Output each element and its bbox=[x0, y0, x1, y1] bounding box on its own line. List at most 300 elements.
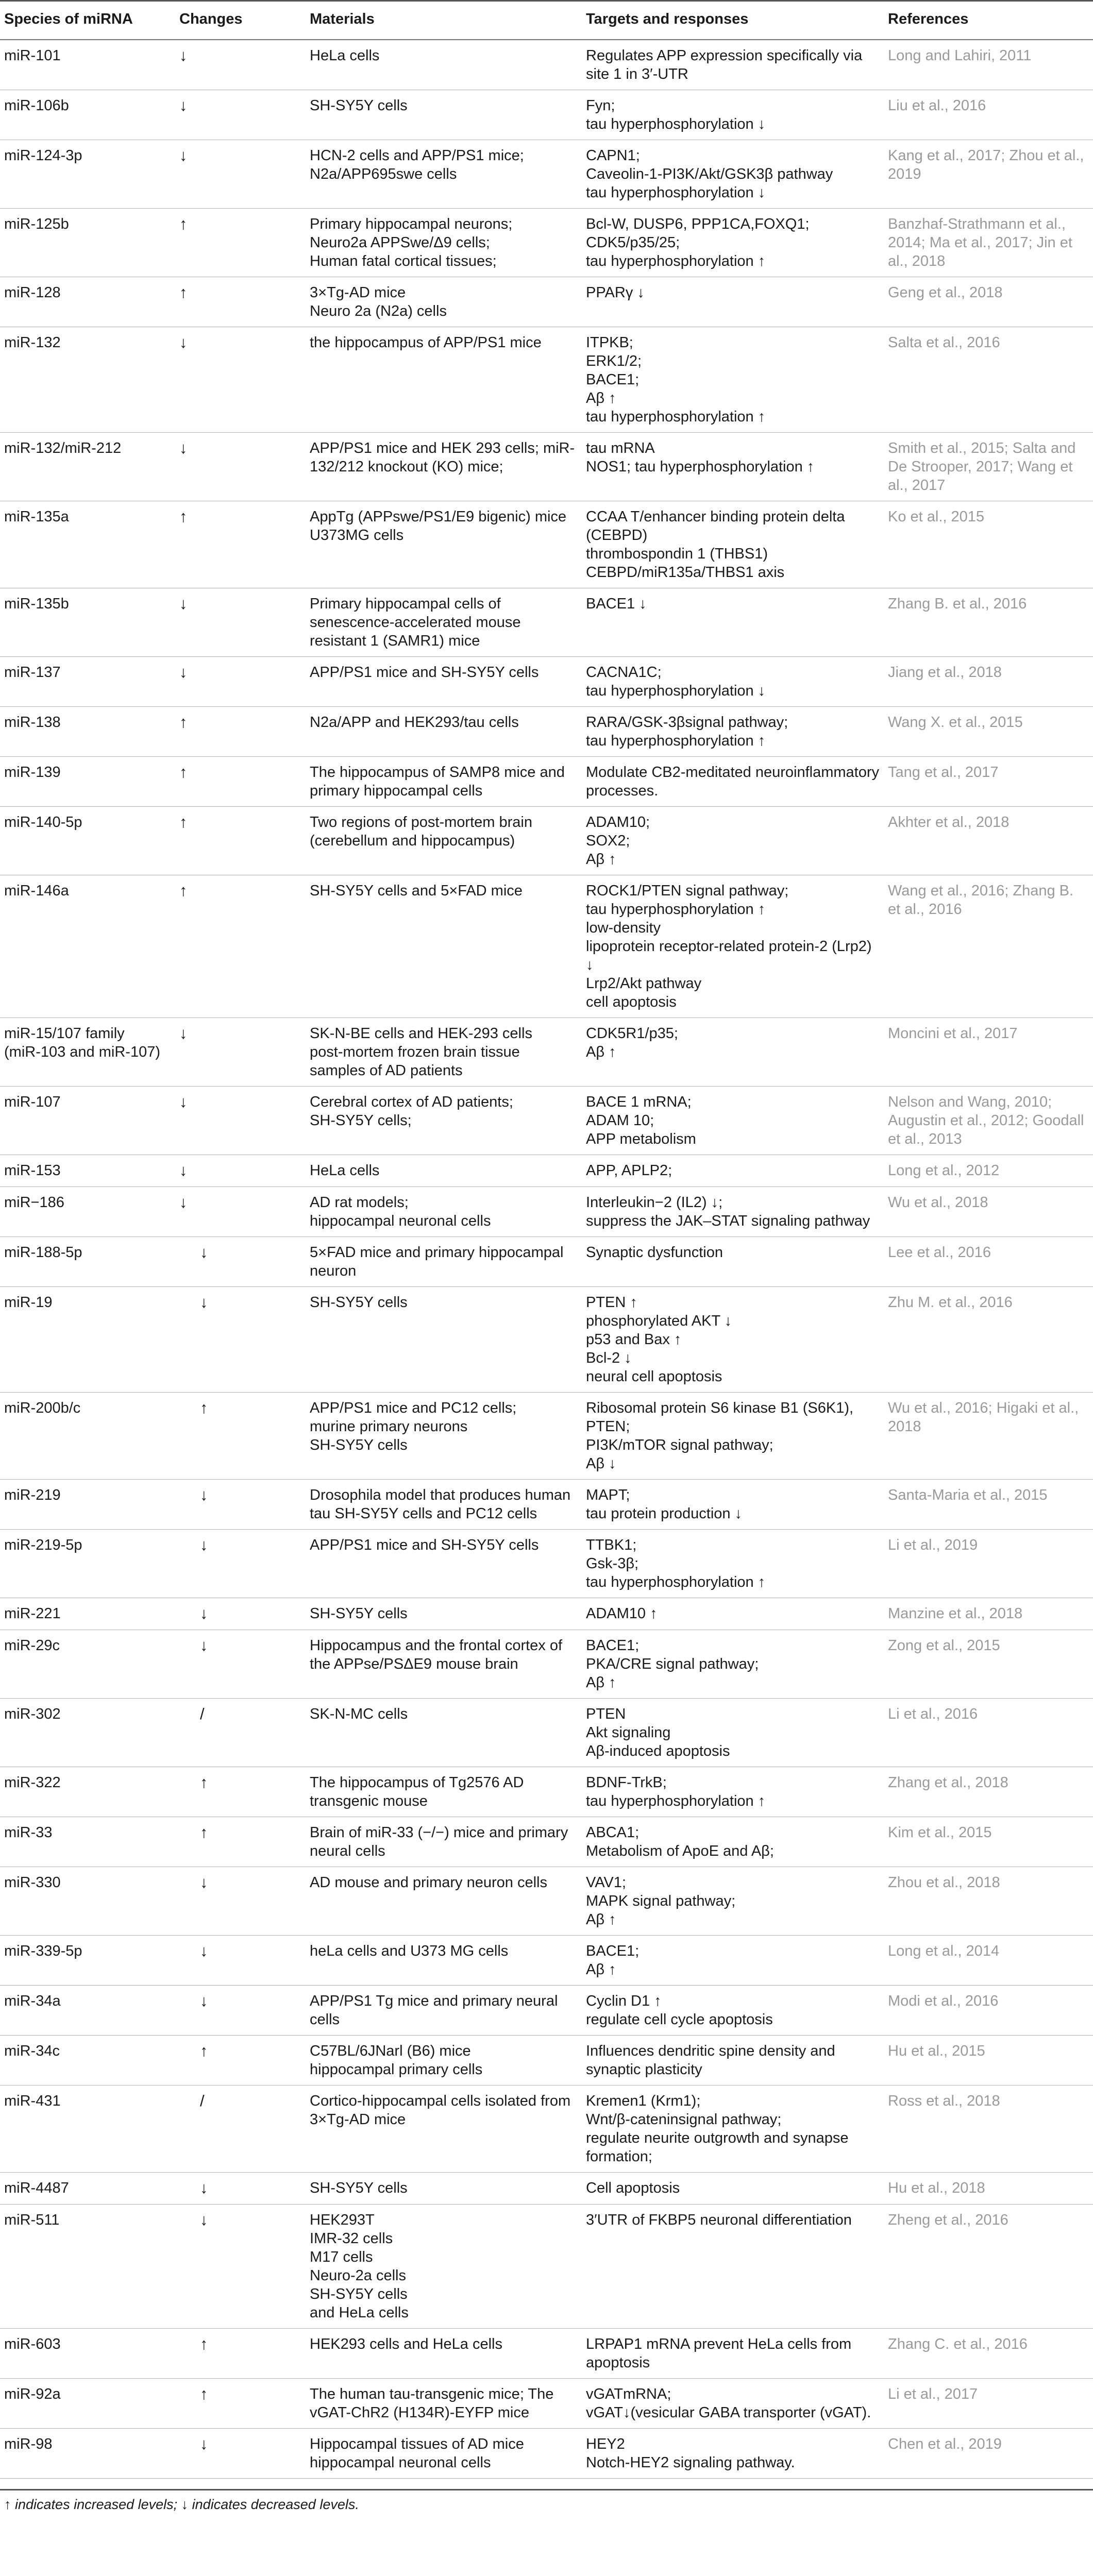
materials-cell bbox=[310, 1018, 586, 1087]
table-row bbox=[0, 1986, 1093, 2036]
targets-cell bbox=[586, 1867, 888, 1936]
species-line: miR-132/miR-212 bbox=[4, 440, 122, 456]
materials-line: The human tau-transgenic mice; The vGAT-ChR2 (H134R)-EYFP mice bbox=[310, 2386, 554, 2421]
change-indicator: ↓ bbox=[179, 439, 188, 457]
references-line: Chen et al., 2019 bbox=[888, 2436, 1002, 2452]
references-cell bbox=[888, 1393, 1093, 1480]
materials-cell bbox=[310, 1187, 586, 1237]
species-cell bbox=[0, 1817, 179, 1867]
change-indicator: ↓ bbox=[179, 46, 188, 64]
change-indicator: ↑ bbox=[200, 1773, 208, 1791]
targets-cell bbox=[586, 1237, 888, 1287]
targets-line: Fyn; bbox=[586, 97, 615, 114]
change-cell bbox=[179, 501, 310, 588]
materials-line: SH-SY5Y cells bbox=[310, 1437, 408, 1453]
references-line: Li et al., 2017 bbox=[888, 2386, 978, 2402]
table-row bbox=[0, 2329, 1093, 2379]
materials-line: APP/PS1 Tg mice and primary neural cells bbox=[310, 1993, 558, 2028]
targets-line: Aβ ↑ bbox=[586, 1911, 616, 1928]
targets-line: ERK1/2; bbox=[586, 353, 642, 369]
species-line: miR-138 bbox=[4, 714, 61, 731]
targets-line: Synaptic dysfunction bbox=[586, 1244, 723, 1261]
change-cell bbox=[179, 2173, 310, 2205]
references-line: Zhou et al., 2018 bbox=[888, 1874, 1000, 1891]
references-cell bbox=[888, 807, 1093, 875]
targets-line: CDK5R1/p35; bbox=[586, 1025, 678, 1042]
table-row bbox=[0, 1237, 1093, 1287]
species-line: miR-107 bbox=[4, 1094, 61, 1110]
references-line: Santa-Maria et al., 2015 bbox=[888, 1487, 1048, 1503]
species-line: miR-101 bbox=[4, 47, 61, 64]
materials-cell bbox=[310, 2036, 586, 2086]
materials-line: N2a/APP695swe cells bbox=[310, 166, 457, 182]
targets-line: tau hyperphosphorylation ↑ bbox=[586, 409, 766, 425]
species-line: miR-33 bbox=[4, 1824, 53, 1841]
species-cell bbox=[0, 757, 179, 807]
change-indicator: ↑ bbox=[200, 2385, 208, 2403]
species-cell bbox=[0, 1630, 179, 1699]
materials-line: C57BL/6JNarl (B6) mice bbox=[310, 2043, 471, 2059]
species-cell bbox=[0, 2173, 179, 2205]
targets-line: tau hyperphosphorylation ↑ bbox=[586, 253, 766, 269]
materials-line: murine primary neurons bbox=[310, 1418, 468, 1435]
references-line: Ross et al., 2018 bbox=[888, 2093, 1000, 2109]
references-line: Zhang et al., 2018 bbox=[888, 1774, 1008, 1791]
targets-line: Caveolin-1-PI3K/Akt/GSK3β pathway bbox=[586, 166, 833, 182]
references-line: Long and Lahiri, 2011 bbox=[888, 47, 1032, 64]
materials-line: SH-SY5Y cells; bbox=[310, 1112, 412, 1129]
references-cell bbox=[888, 90, 1093, 140]
targets-line: Akt signaling bbox=[586, 1724, 671, 1741]
table-row bbox=[0, 588, 1093, 657]
targets-line: PTEN ↑ bbox=[586, 1294, 637, 1311]
change-cell bbox=[179, 433, 310, 501]
targets-line: Aβ ↑ bbox=[586, 390, 616, 406]
change-indicator: ↑ bbox=[179, 283, 188, 301]
change-indicator: ↓ bbox=[200, 1942, 208, 1960]
targets-line: Bcl-W, DUSP6, PPP1CA,FOXQ1; CDK5/p35/25; bbox=[586, 216, 810, 251]
targets-line: Aβ ↑ bbox=[586, 1044, 616, 1060]
materials-cell bbox=[310, 140, 586, 209]
change-indicator: ↓ bbox=[200, 1636, 208, 1654]
targets-line: SOX2; bbox=[586, 833, 630, 849]
targets-line: APP, APLP2; bbox=[586, 1162, 672, 1179]
table-row bbox=[0, 1480, 1093, 1530]
references-cell bbox=[888, 1187, 1093, 1237]
materials-cell bbox=[310, 1767, 586, 1817]
species-cell bbox=[0, 140, 179, 209]
change-indicator: ↓ bbox=[200, 1243, 208, 1261]
targets-line: tau hyperphosphorylation ↑ bbox=[586, 1793, 766, 1809]
targets-line: tau hyperphosphorylation ↓ bbox=[586, 116, 766, 132]
change-cell bbox=[179, 327, 310, 433]
change-indicator: / bbox=[200, 2092, 205, 2110]
species-line: miR-15/107 family bbox=[4, 1025, 125, 1042]
targets-line: ADAM10; bbox=[586, 814, 650, 831]
materials-line: APP/PS1 mice and PC12 cells; bbox=[310, 1400, 517, 1416]
materials-cell bbox=[310, 1530, 586, 1598]
targets-line: ITPKB; bbox=[586, 334, 633, 351]
species-cell bbox=[0, 1393, 179, 1480]
species-cell bbox=[0, 1237, 179, 1287]
change-indicator: ↓ bbox=[200, 1873, 208, 1891]
targets-line: thrombospondin 1 (THBS1) bbox=[586, 546, 768, 562]
table-row bbox=[0, 1598, 1093, 1630]
change-cell bbox=[179, 90, 310, 140]
references-cell bbox=[888, 1155, 1093, 1187]
materials-line: Primary hippocampal cells of senescence-accelerated mouse resistant 1 (SAMR1) mice bbox=[310, 596, 521, 649]
change-cell bbox=[179, 1598, 310, 1630]
targets-line: regulate neurite outgrowth and synapse formation; bbox=[586, 2130, 849, 2165]
materials-line: HEK293T bbox=[310, 2212, 375, 2228]
species-line: miR-339-5p bbox=[4, 1943, 82, 1959]
targets-line: BACE 1 mRNA; bbox=[586, 1094, 692, 1110]
change-indicator: ↓ bbox=[200, 2435, 208, 2453]
targets-line: CACNA1C; bbox=[586, 664, 662, 681]
references-cell bbox=[888, 501, 1093, 588]
targets-cell bbox=[586, 90, 888, 140]
change-indicator: ↓ bbox=[200, 1486, 208, 1504]
targets-line: ADAM10 ↑ bbox=[586, 1605, 658, 1622]
species-line: miR-132 bbox=[4, 334, 61, 351]
table-row bbox=[0, 327, 1093, 433]
species-line: miR-29c bbox=[4, 1637, 60, 1654]
species-line: miR-219 bbox=[4, 1487, 61, 1503]
change-indicator: ↓ bbox=[179, 96, 188, 114]
references-cell bbox=[888, 1817, 1093, 1867]
materials-line: Hippocampal tissues of AD mice bbox=[310, 2436, 524, 2452]
materials-line: hippocampal neuronal cells bbox=[310, 2454, 491, 2471]
targets-line: ADAM 10; bbox=[586, 1112, 654, 1129]
change-indicator: ↑ bbox=[179, 813, 188, 831]
targets-line: PI3K/mTOR signal pathway; bbox=[586, 1437, 773, 1453]
materials-line: heLa cells and U373 MG cells bbox=[310, 1943, 509, 1959]
change-cell bbox=[179, 277, 310, 327]
references-line: Lee et al., 2016 bbox=[888, 1244, 991, 1261]
targets-cell bbox=[586, 1287, 888, 1393]
change-cell bbox=[179, 807, 310, 875]
references-line: Hu et al., 2018 bbox=[888, 2180, 985, 2196]
table-row bbox=[0, 1699, 1093, 1767]
header-targets: Targets and responses bbox=[586, 11, 749, 27]
materials-line: post-mortem frozen brain tissue samples of AD patients bbox=[310, 1044, 520, 1079]
species-line: (miR-103 and miR-107) bbox=[4, 1044, 160, 1060]
references-cell bbox=[888, 875, 1093, 1018]
table-row bbox=[0, 875, 1093, 1018]
targets-line: Notch-HEY2 signaling pathway. bbox=[586, 2454, 795, 2471]
references-line: Zhang B. et al., 2016 bbox=[888, 596, 1027, 612]
targets-line: RARA/GSK-3βsignal pathway; bbox=[586, 714, 788, 731]
species-cell bbox=[0, 1480, 179, 1530]
change-cell bbox=[179, 2379, 310, 2429]
targets-line: PTEN bbox=[586, 1706, 626, 1722]
materials-line: Human fatal cortical tissues; bbox=[310, 253, 497, 269]
change-cell bbox=[179, 1767, 310, 1817]
change-cell bbox=[179, 1817, 310, 1867]
materials-line: N2a/APP and HEK293/tau cells bbox=[310, 714, 519, 731]
species-cell bbox=[0, 657, 179, 707]
targets-line: tau hyperphosphorylation ↑ bbox=[586, 901, 766, 918]
materials-line: Neuro 2a (N2a) cells bbox=[310, 303, 447, 319]
references-line: Long et al., 2014 bbox=[888, 1943, 1000, 1959]
materials-line: hippocampal primary cells bbox=[310, 2061, 483, 2078]
change-indicator: ↓ bbox=[179, 333, 188, 351]
table-row bbox=[0, 277, 1093, 327]
species-line: miR-200b/c bbox=[4, 1400, 81, 1416]
change-cell bbox=[179, 588, 310, 657]
species-line: miR-19 bbox=[4, 1294, 53, 1311]
references-line: Modi et al., 2016 bbox=[888, 1993, 999, 2009]
table-row bbox=[0, 1187, 1093, 1237]
change-cell bbox=[179, 707, 310, 757]
table-row bbox=[0, 433, 1093, 501]
materials-line: Neuro2a APPSwe/Δ9 cells; bbox=[310, 234, 490, 251]
references-line: Nelson and Wang, 2010; Augustin et al., 2012; Goodall et al., 2013 bbox=[888, 1094, 1084, 1147]
references-cell bbox=[888, 140, 1093, 209]
species-cell bbox=[0, 588, 179, 657]
species-cell bbox=[0, 1018, 179, 1087]
table-row bbox=[0, 2205, 1093, 2329]
targets-cell bbox=[586, 433, 888, 501]
targets-cell bbox=[586, 327, 888, 433]
references-cell bbox=[888, 707, 1093, 757]
targets-line: Aβ ↑ bbox=[586, 1961, 616, 1978]
targets-line: Aβ ↑ bbox=[586, 1674, 616, 1691]
change-indicator: ↑ bbox=[200, 2042, 208, 2060]
targets-line: Gsk-3β; bbox=[586, 1555, 639, 1572]
table-row bbox=[0, 90, 1093, 140]
change-indicator: ↓ bbox=[179, 1161, 188, 1179]
species-cell bbox=[0, 807, 179, 875]
targets-cell bbox=[586, 707, 888, 757]
targets-cell bbox=[586, 1936, 888, 1986]
references-line: Tang et al., 2017 bbox=[888, 764, 999, 781]
change-indicator: ↑ bbox=[200, 1823, 208, 1841]
materials-line: SK-N-MC cells bbox=[310, 1706, 408, 1722]
targets-cell bbox=[586, 1699, 888, 1767]
materials-cell bbox=[310, 2329, 586, 2379]
references-line: Zhang C. et al., 2016 bbox=[888, 2336, 1028, 2352]
targets-line: cell apoptosis bbox=[586, 994, 677, 1010]
targets-cell bbox=[586, 1986, 888, 2036]
materials-line: hippocampal neuronal cells bbox=[310, 1213, 491, 1229]
table-row bbox=[0, 757, 1093, 807]
references-cell bbox=[888, 588, 1093, 657]
references-cell bbox=[888, 1480, 1093, 1530]
species-line: miR-125b bbox=[4, 216, 69, 232]
references-cell bbox=[888, 277, 1093, 327]
references-line: Hu et al., 2015 bbox=[888, 2043, 985, 2059]
targets-cell bbox=[586, 657, 888, 707]
change-cell bbox=[179, 1393, 310, 1480]
table-row bbox=[0, 1630, 1093, 1699]
materials-line: the hippocampus of APP/PS1 mice bbox=[310, 334, 542, 351]
change-indicator: ↓ bbox=[179, 1024, 188, 1042]
materials-line: M17 cells bbox=[310, 2249, 373, 2265]
materials-cell bbox=[310, 433, 586, 501]
targets-line: APP metabolism bbox=[586, 1131, 696, 1147]
targets-line: BACE1; bbox=[586, 371, 640, 388]
references-line: Zheng et al., 2016 bbox=[888, 2212, 1008, 2228]
change-indicator: ↓ bbox=[200, 1536, 208, 1554]
table-footnote: ↑ indicates increased levels; ↓ indicates decreased levels. bbox=[0, 2489, 1093, 2519]
references-line: Akhter et al., 2018 bbox=[888, 814, 1010, 831]
materials-line: AppTg (APPswe/PS1/E9 bigenic) mice bbox=[310, 509, 567, 525]
targets-line: Ribosomal protein S6 kinase B1 (S6K1), PTEN; bbox=[586, 1400, 854, 1435]
materials-line: U373MG cells bbox=[310, 527, 404, 544]
change-indicator: ↓ bbox=[179, 1193, 188, 1211]
references-cell bbox=[888, 40, 1093, 90]
materials-cell bbox=[310, 1087, 586, 1155]
change-indicator: ↑ bbox=[179, 215, 188, 233]
species-cell bbox=[0, 277, 179, 327]
species-line: miR-128 bbox=[4, 284, 61, 301]
references-line: Wang et al., 2016; Zhang B. et al., 2016 bbox=[888, 883, 1074, 918]
materials-line: The hippocampus of SAMP8 mice and primary hippocampal cells bbox=[310, 764, 565, 799]
species-cell bbox=[0, 2379, 179, 2429]
species-cell bbox=[0, 1699, 179, 1767]
change-cell bbox=[179, 2329, 310, 2379]
materials-cell bbox=[310, 807, 586, 875]
references-line: Banzhaf-Strathmann et al., 2014; Ma et al., 2017; Jin et al., 2018 bbox=[888, 216, 1072, 269]
targets-cell bbox=[586, 1087, 888, 1155]
materials-line: SH-SY5Y cells and 5×FAD mice bbox=[310, 883, 523, 899]
references-line: Kang et al., 2017; Zhou et al., 2019 bbox=[888, 147, 1084, 182]
materials-line: SH-SY5Y cells bbox=[310, 1605, 408, 1622]
references-line: Moncini et al., 2017 bbox=[888, 1025, 1018, 1042]
targets-cell bbox=[586, 588, 888, 657]
species-cell bbox=[0, 1936, 179, 1986]
references-cell bbox=[888, 2086, 1093, 2173]
species-line: miR-221 bbox=[4, 1605, 61, 1622]
references-cell bbox=[888, 1237, 1093, 1287]
references-line: Li et al., 2016 bbox=[888, 1706, 978, 1722]
targets-cell bbox=[586, 1767, 888, 1817]
species-line: miR-34c bbox=[4, 2043, 60, 2059]
species-cell bbox=[0, 327, 179, 433]
targets-line: CEBPD/miR135a/THBS1 axis bbox=[586, 564, 785, 581]
species-cell bbox=[0, 707, 179, 757]
species-line: miR-140-5p bbox=[4, 814, 82, 831]
table-row bbox=[0, 501, 1093, 588]
change-indicator: ↓ bbox=[179, 595, 188, 613]
targets-cell bbox=[586, 1817, 888, 1867]
materials-line: SH-SY5Y cells bbox=[310, 1294, 408, 1311]
targets-line: Modulate CB2-meditated neuroinflammatory processes. bbox=[586, 764, 879, 799]
targets-cell bbox=[586, 2205, 888, 2329]
species-line: miR-219-5p bbox=[4, 1537, 82, 1553]
targets-line: low-density bbox=[586, 920, 661, 936]
references-line: Zong et al., 2015 bbox=[888, 1637, 1000, 1654]
targets-line: NOS1; tau hyperphosphorylation ↑ bbox=[586, 459, 815, 475]
targets-line: Bcl-2 ↓ bbox=[586, 1350, 632, 1366]
materials-cell bbox=[310, 501, 586, 588]
targets-line: vGAT↓(vesicular GABA transporter (vGAT). bbox=[586, 2404, 871, 2421]
materials-line: HEK293 cells and HeLa cells bbox=[310, 2336, 502, 2352]
targets-line: BACE1; bbox=[586, 1943, 640, 1959]
change-cell bbox=[179, 1087, 310, 1155]
targets-line: LRPAP1 mRNA prevent HeLa cells from apoptosis bbox=[586, 2336, 852, 2371]
targets-cell bbox=[586, 2429, 888, 2479]
materials-line: 3×Tg-AD mice bbox=[310, 284, 406, 301]
references-line: Salta et al., 2016 bbox=[888, 334, 1000, 351]
targets-cell bbox=[586, 1018, 888, 1087]
change-indicator: ↓ bbox=[200, 1604, 208, 1622]
targets-cell bbox=[586, 1598, 888, 1630]
species-line: miR-322 bbox=[4, 1774, 61, 1791]
materials-cell bbox=[310, 588, 586, 657]
references-cell bbox=[888, 1598, 1093, 1630]
targets-line: suppress the JAK–STAT signaling pathway bbox=[586, 1213, 870, 1229]
references-cell bbox=[888, 1699, 1093, 1767]
materials-line: Drosophila model that produces human tau SH-SY5Y cells and PC12 cells bbox=[310, 1487, 571, 1522]
materials-cell bbox=[310, 1986, 586, 2036]
targets-line: tau protein production ↓ bbox=[586, 1505, 743, 1522]
species-line: miR-302 bbox=[4, 1706, 61, 1722]
change-indicator: ↑ bbox=[200, 2335, 208, 2353]
header-species: Species of miRNA bbox=[4, 11, 133, 27]
species-cell bbox=[0, 1767, 179, 1817]
materials-cell bbox=[310, 90, 586, 140]
materials-cell bbox=[310, 1155, 586, 1187]
table-row bbox=[0, 1530, 1093, 1598]
targets-line: 3′UTR of FKBP5 neuronal differentiation bbox=[586, 2212, 852, 2228]
species-line: miR−186 bbox=[4, 1194, 64, 1211]
targets-line: neural cell apoptosis bbox=[586, 1368, 722, 1385]
species-cell bbox=[0, 2329, 179, 2379]
references-line: Wu et al., 2018 bbox=[888, 1194, 988, 1211]
change-cell bbox=[179, 1699, 310, 1767]
materials-line: The hippocampus of Tg2576 AD transgenic mouse bbox=[310, 1774, 524, 1809]
change-cell bbox=[179, 757, 310, 807]
targets-line: MAPK signal pathway; bbox=[586, 1893, 736, 1909]
species-cell bbox=[0, 2086, 179, 2173]
materials-cell bbox=[310, 2379, 586, 2429]
targets-cell bbox=[586, 277, 888, 327]
change-cell bbox=[179, 2086, 310, 2173]
materials-cell bbox=[310, 277, 586, 327]
species-line: miR-188-5p bbox=[4, 1244, 82, 1261]
table-row bbox=[0, 707, 1093, 757]
materials-line: SH-SY5Y cells bbox=[310, 97, 408, 114]
species-line: miR-34a bbox=[4, 1993, 61, 2009]
targets-line: Influences dendritic spine density and synaptic plasticity bbox=[586, 2043, 835, 2078]
materials-line: APP/PS1 mice and HEK 293 cells; miR-132/212 knockout (KO) mice; bbox=[310, 440, 575, 475]
references-cell bbox=[888, 1986, 1093, 2036]
change-cell bbox=[179, 2205, 310, 2329]
references-cell bbox=[888, 327, 1093, 433]
materials-line: Two regions of post-mortem brain (cerebellum and hippocampus) bbox=[310, 814, 532, 849]
change-cell bbox=[179, 875, 310, 1018]
change-cell bbox=[179, 209, 310, 277]
materials-cell bbox=[310, 1237, 586, 1287]
targets-line: tau hyperphosphorylation ↑ bbox=[586, 733, 766, 749]
change-cell bbox=[179, 1155, 310, 1187]
table-row bbox=[0, 2036, 1093, 2086]
targets-cell bbox=[586, 2036, 888, 2086]
table-row bbox=[0, 1936, 1093, 1986]
materials-line: Primary hippocampal neurons; bbox=[310, 216, 513, 232]
species-cell bbox=[0, 875, 179, 1018]
materials-cell bbox=[310, 1936, 586, 1986]
species-cell bbox=[0, 2205, 179, 2329]
materials-line: Neuro-2a cells bbox=[310, 2267, 406, 2284]
table-row bbox=[0, 140, 1093, 209]
targets-cell bbox=[586, 1155, 888, 1187]
change-cell bbox=[179, 1480, 310, 1530]
materials-line: Hippocampus and the frontal cortex of the APPse/PSΔE9 mouse brain bbox=[310, 1637, 563, 1672]
targets-line: tau mRNA bbox=[586, 440, 655, 456]
